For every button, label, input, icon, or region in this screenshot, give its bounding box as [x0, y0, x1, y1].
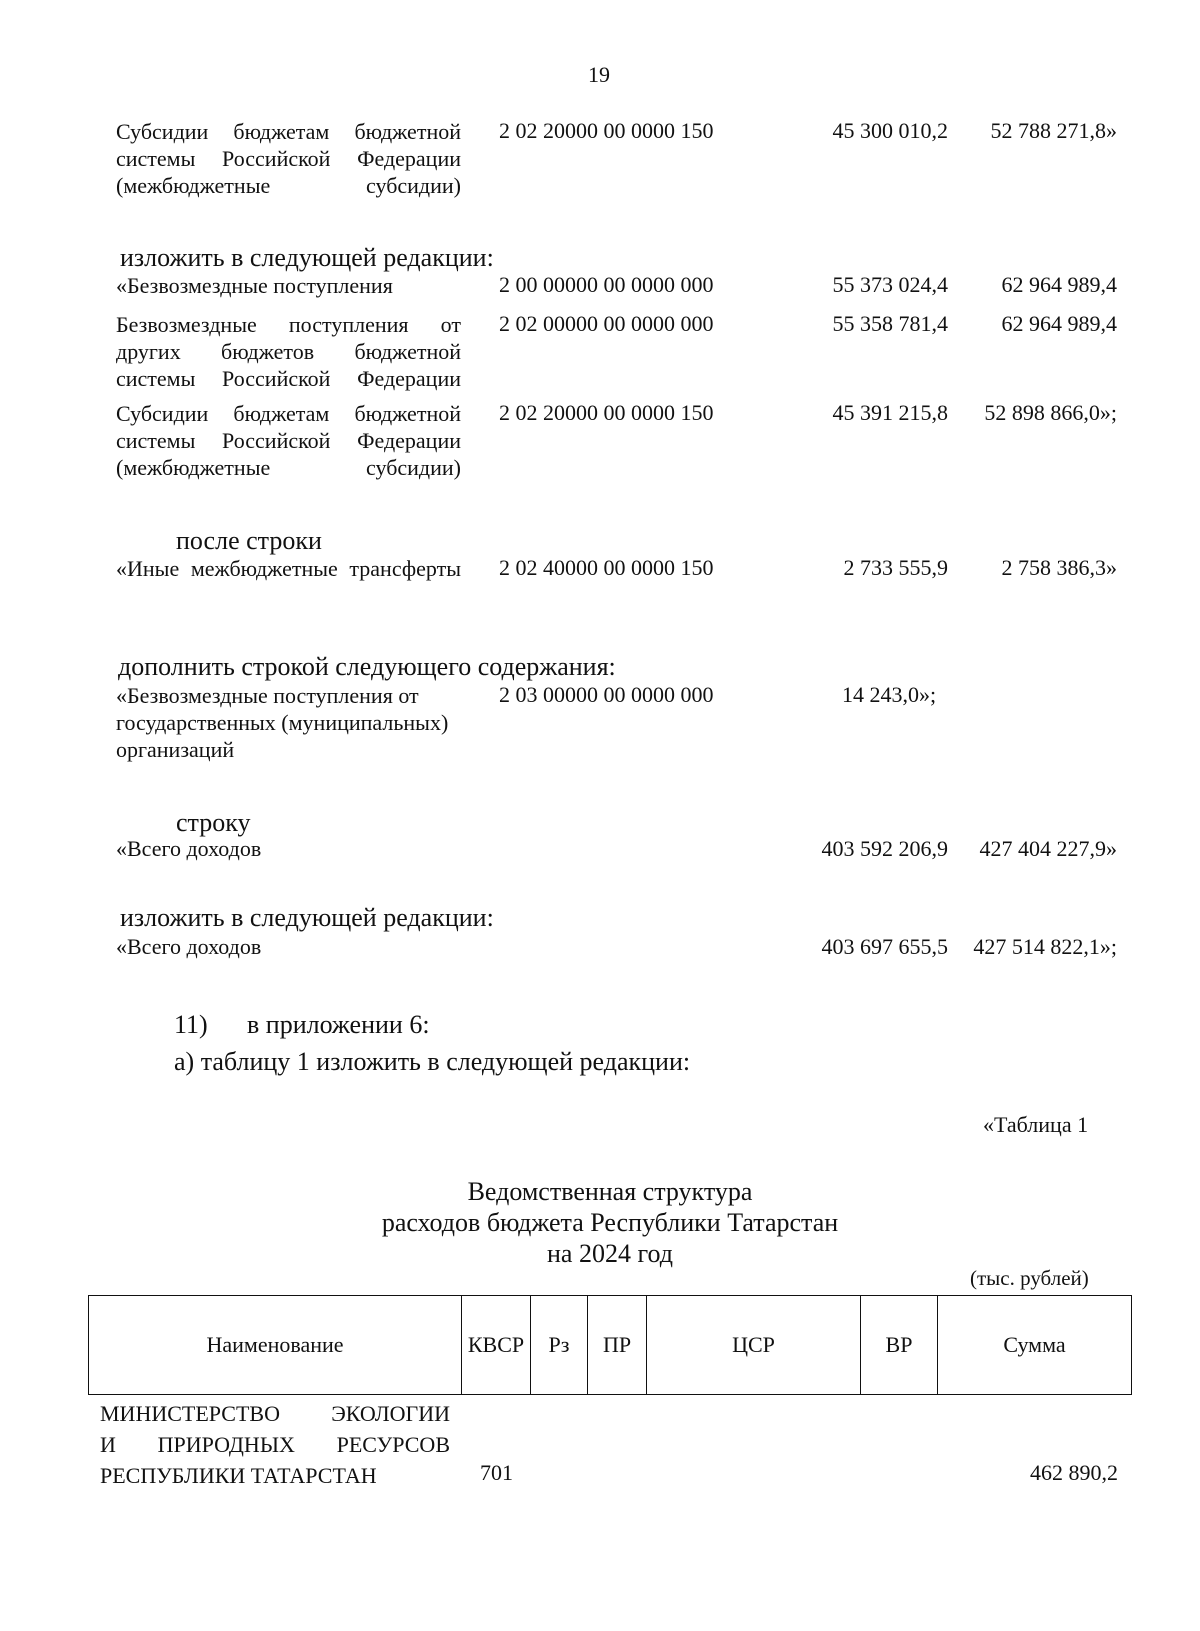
total-old-value-2023: 403 592 206,9: [821, 836, 948, 861]
after-row-code: 2 02 40000 00 0000 150: [499, 555, 714, 580]
total-new-value-2023: 403 697 655,5: [821, 934, 948, 959]
new-row-2-value-2023: 55 358 781,4: [832, 311, 948, 336]
units-label: (тыс. рублей): [970, 1266, 1089, 1290]
new-row-1-value-2024: 62 964 989,4: [1001, 272, 1117, 297]
dept-name: [100, 1398, 450, 1491]
dept-sum: 462 890,2: [1030, 1460, 1118, 1485]
header-csr: ЦСР: [647, 1296, 861, 1395]
instruction-replace-1: изложить в следующей редакции:: [120, 243, 494, 272]
header-kvsr: КВСР: [462, 1296, 531, 1395]
total-old-value-2024: 427 404 227,9»: [979, 836, 1117, 861]
new-row-2-value-2024: 62 964 989,4: [1001, 311, 1117, 336]
item-11a-text: а) таблицу 1 изложить в следующей редакции:: [174, 1047, 691, 1076]
instruction-row: строку: [176, 808, 251, 837]
total-new-value-2024: 427 514 822,1»;: [973, 934, 1117, 959]
add-row-value: 14 243,0»;: [842, 682, 937, 707]
old-row-code: 2 02 20000 00 0000 150: [499, 118, 714, 143]
total-new-name: «Всего доходов: [116, 934, 262, 959]
table-title-line-3: на 2024 год: [547, 1239, 673, 1268]
new-row-2-name-text: Безвозмездные поступления от других бюджетов бюджетной системы Российской Федерации: [116, 312, 461, 391]
old-row-name-text: Субсидии бюджетам бюджетной системы Российской Федерации (межбюджетные субсидии): [116, 119, 461, 198]
dept-name-line-2: И ПРИРОДНЫХ РЕСУРСОВ: [100, 1432, 450, 1457]
dept-kvsr: 701: [480, 1460, 513, 1485]
new-row-3-name: [116, 400, 461, 481]
header-rz: Рз: [531, 1296, 588, 1395]
new-row-2-code: 2 02 00000 00 0000 000: [499, 311, 714, 336]
header-name: Наименование: [89, 1296, 462, 1395]
new-row-3-value-2023: 45 391 215,8: [832, 400, 948, 425]
new-row-3-value-2024: 52 898 866,0»;: [984, 400, 1117, 425]
table-label: «Таблица 1: [983, 1112, 1089, 1137]
new-row-1-code: 2 00 00000 00 0000 000: [499, 272, 714, 297]
new-row-3-code: 2 02 20000 00 0000 150: [499, 400, 714, 425]
after-row-value-2024: 2 758 386,3»: [1001, 555, 1117, 580]
instruction-add-row: дополнить строкой следующего содержания:: [118, 652, 616, 681]
after-row-name: [116, 555, 461, 582]
old-row-value-2024: 52 788 271,8»: [990, 118, 1117, 143]
instruction-after-row: после строки: [176, 526, 322, 555]
add-row-code: 2 03 00000 00 0000 000: [499, 682, 714, 707]
total-old-name: «Всего доходов: [116, 836, 262, 861]
add-row-name: «Безвозмездные поступления от государственных (муниципальных) организаций: [116, 683, 449, 762]
header-sum: Сумма: [938, 1296, 1132, 1395]
new-row-2-name: [116, 311, 461, 392]
new-row-1-value-2023: 55 373 024,4: [832, 272, 948, 297]
table-title-line-2: расходов бюджета Республики Татарстан: [381, 1208, 839, 1237]
table-header: [88, 1295, 1132, 1395]
header-vr: ВР: [861, 1296, 938, 1395]
instruction-replace-2: изложить в следующей редакции:: [120, 903, 494, 932]
header-pr: ПР: [588, 1296, 647, 1395]
new-row-1-name: «Безвозмездные поступления: [116, 273, 393, 298]
old-row-name: [116, 118, 461, 199]
after-row-value-2023: 2 733 555,9: [843, 555, 948, 580]
dept-name-line-1: МИНИСТЕРСТВО ЭКОЛОГИИ: [100, 1401, 450, 1426]
page-number: 19: [588, 62, 610, 87]
item-11-number: 11): [174, 1010, 208, 1039]
table-title-line-1: Ведомственная структура: [467, 1177, 753, 1206]
old-row-value-2023: 45 300 010,2: [832, 118, 948, 143]
dept-name-line-3: РЕСПУБЛИКИ ТАТАРСТАН: [100, 1463, 377, 1488]
item-11-text: в приложении 6:: [247, 1010, 430, 1039]
after-row-name-text: «Иные межбюджетные трансферты: [116, 556, 461, 581]
new-row-3-name-text: Субсидии бюджетам бюджетной системы Российской Федерации (межбюджетные субсидии): [116, 401, 461, 480]
table-title: [340, 1176, 880, 1269]
